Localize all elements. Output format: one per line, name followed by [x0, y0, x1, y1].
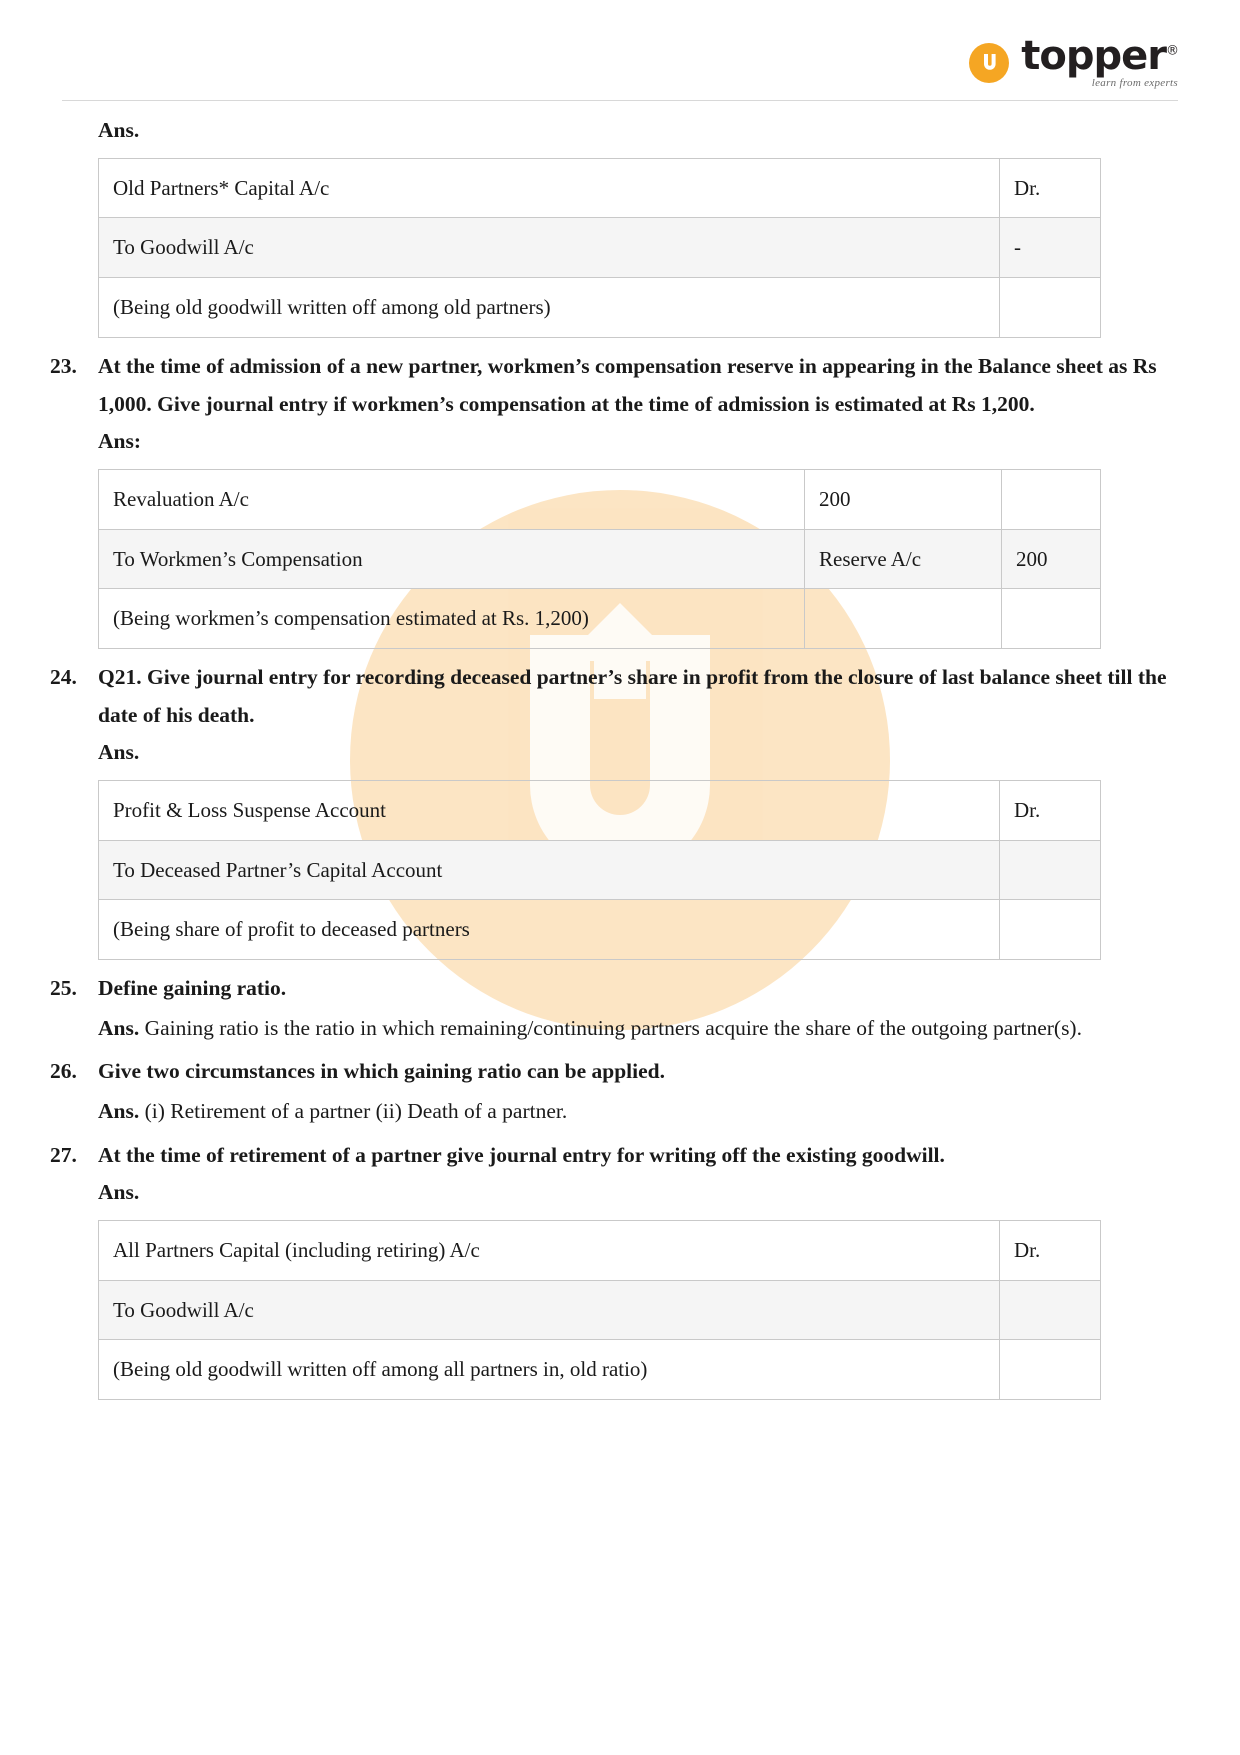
question-item-26: [50, 1053, 1178, 1130]
question-item-27: [50, 1137, 1178, 1175]
cell-particulars: To Deceased Partner’s Capital Account: [99, 840, 1000, 900]
cell-amount-1: -: [1000, 218, 1101, 278]
cell-amount-2: 200: [1002, 529, 1101, 589]
question-number: 26.: [50, 1059, 77, 1084]
cell-particulars: To Workmen’s Compensation: [99, 529, 805, 589]
cell-amount-1: Dr.: [1000, 780, 1101, 840]
question-body: [98, 1137, 1178, 1175]
cell-amount-1: Dr.: [1000, 158, 1101, 218]
question-item-25: [50, 970, 1178, 1047]
table-row: [99, 780, 1101, 840]
question-item-23: [50, 348, 1178, 423]
cell-particulars: (Being old goodwill written off among all partners in, old ratio): [99, 1340, 1000, 1400]
cell-amount-1: Dr.: [1000, 1220, 1101, 1280]
answer-text-26: [98, 1093, 1178, 1131]
question-body: [98, 1053, 1178, 1130]
brand-logo: [969, 33, 1178, 89]
cell-particulars: Profit & Loss Suspense Account: [99, 780, 1000, 840]
cell-amount-1: Reserve A/c: [805, 529, 1002, 589]
cell-amount-1: [1000, 900, 1101, 960]
brand-wordmark: [1021, 33, 1178, 89]
journal-table-top: [98, 158, 1101, 338]
cell-amount-1: 200: [805, 469, 1002, 529]
table-row: [99, 158, 1101, 218]
answer-label-23: Ans:: [98, 429, 142, 454]
page-header: [0, 0, 1240, 112]
cell-particulars: (Being workmen’s compensation estimated at Rs. 1,200): [99, 589, 805, 649]
table-row: [99, 278, 1101, 338]
answer-text-25: [98, 1010, 1178, 1048]
cell-particulars: To Goodwill A/c: [99, 218, 1000, 278]
answer-label-27: Ans.: [98, 1180, 140, 1205]
answer-label-24: Ans.: [98, 740, 140, 765]
question-text: At the time of retirement of a partner give journal entry for writing off the existing goodwill.: [98, 1142, 945, 1167]
cell-amount-1: [1000, 1340, 1101, 1400]
question-number: 25.: [50, 976, 77, 1001]
cell-particulars: (Being old goodwill written off among old partners): [99, 278, 1000, 338]
cell-amount-1: [1000, 1280, 1101, 1340]
question-text: Q21. Give journal entry for recording deceased partner’s share in profit from the closure of last balance sheet till the date of his death.: [98, 665, 1167, 727]
table-row: [99, 1220, 1101, 1280]
question-number: 23.: [50, 353, 77, 378]
brand-tagline: learn from experts: [1091, 77, 1178, 89]
table-row: [99, 900, 1101, 960]
question-body: [98, 659, 1178, 734]
table-row: [99, 469, 1101, 529]
answer-label-26: Ans.: [98, 1099, 140, 1123]
journal-table-27: [98, 1220, 1101, 1400]
cell-amount-1: [1000, 278, 1101, 338]
table-row: [99, 529, 1101, 589]
cell-amount-1: [805, 589, 1002, 649]
question-number: 27.: [50, 1142, 77, 1167]
header-divider: [62, 100, 1178, 101]
cell-amount-2: [1002, 589, 1101, 649]
answer-body-26: (i) Retirement of a partner (ii) Death of a partner.: [144, 1099, 568, 1123]
cell-particulars: Old Partners* Capital A/c: [99, 158, 1000, 218]
question-body: [98, 970, 1178, 1047]
journal-table-24: [98, 780, 1101, 960]
table-row: [99, 589, 1101, 649]
topper-u-logo-icon: [969, 43, 1009, 83]
question-text: Give two circumstances in which gaining ratio can be applied.: [98, 1059, 665, 1084]
table-row: [99, 1340, 1101, 1400]
table-row: [99, 840, 1101, 900]
question-number: 24.: [50, 665, 77, 689]
table-row: [99, 1280, 1101, 1340]
brand-name: topper®: [1021, 33, 1178, 79]
cell-particulars: Revaluation A/c: [99, 469, 805, 529]
cell-particulars: All Partners Capital (including retiring) A/c: [99, 1220, 1000, 1280]
registered-mark: ®: [1166, 43, 1178, 59]
cell-particulars: To Goodwill A/c: [99, 1280, 1000, 1340]
answer-body-25: Gaining ratio is the ratio in which remaining/continuing partners acquire the share of the outgoing partner(s).: [144, 1015, 1082, 1040]
cell-particulars: (Being share of profit to deceased partners: [99, 900, 1000, 960]
question-body: [98, 348, 1178, 423]
answer-label-top: Ans.: [98, 118, 140, 142]
answer-label-25: Ans.: [98, 1015, 140, 1040]
question-text: Define gaining ratio.: [98, 976, 287, 1001]
cell-amount-2: [1002, 469, 1101, 529]
journal-table-23: [98, 469, 1101, 649]
question-item-24: [50, 659, 1178, 734]
question-text: At the time of admission of a new partner, workmen’s compensation reserve in appearing in the Balance sheet as Rs 1,000. Give journal entry if workmen’s compensation at the time of admission is estimated at Rs 1,200.: [98, 353, 1157, 416]
cell-amount-1: [1000, 840, 1101, 900]
document-content: [0, 112, 1240, 1400]
table-row: [99, 218, 1101, 278]
